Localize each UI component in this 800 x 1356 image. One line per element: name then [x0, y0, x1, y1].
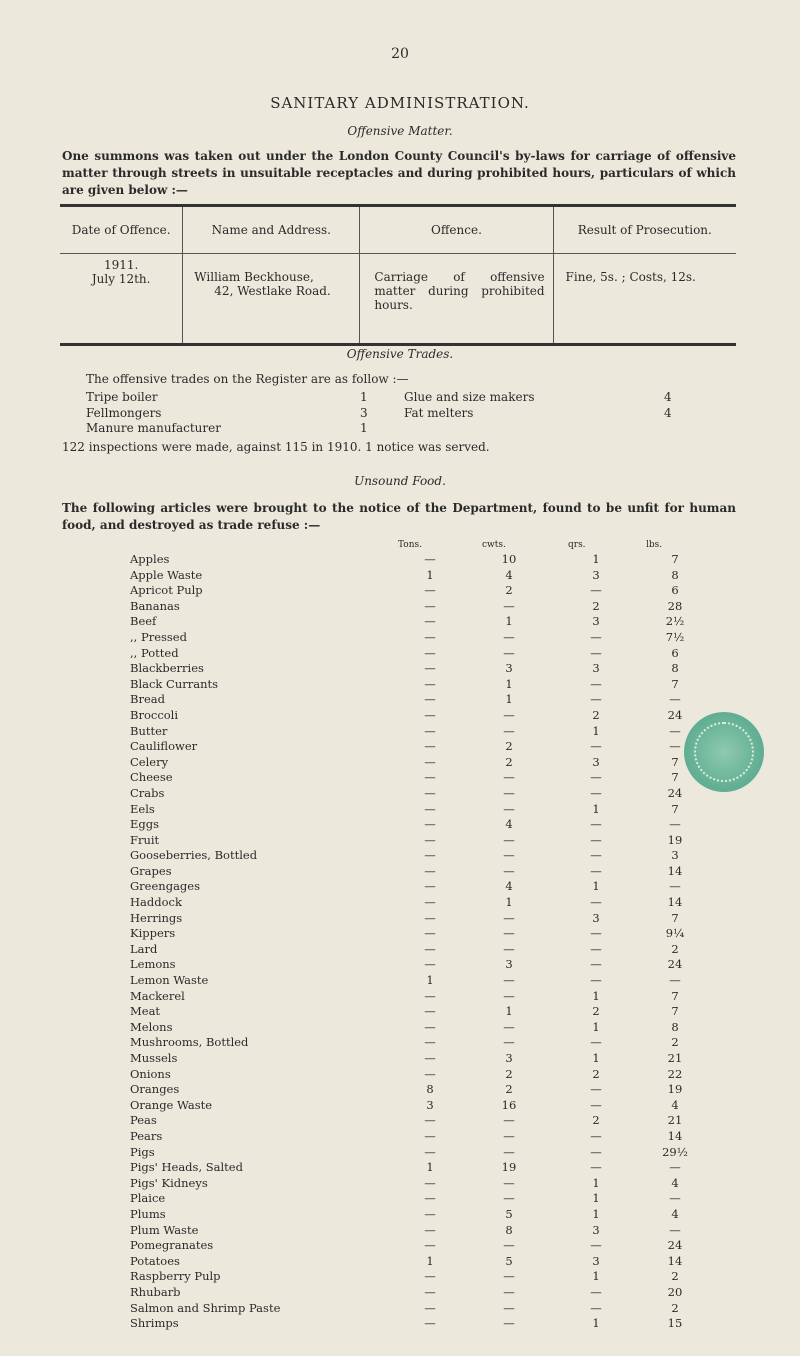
food-name: Mussels [130, 1051, 178, 1065]
food-tons: — [424, 910, 436, 925]
food-tons: — [424, 1051, 436, 1065]
food-tons: — [424, 1269, 436, 1284]
food-cwts: — [503, 1238, 515, 1253]
food-cwts: 1 [505, 1004, 513, 1019]
food-lbs: 7 [671, 552, 679, 566]
food-qrs: — [590, 832, 602, 847]
food-tons: — [424, 848, 436, 863]
food-name: Cauliflower [130, 739, 198, 754]
food-name: Lemons [130, 957, 176, 972]
food-cwts: 3 [505, 1051, 513, 1065]
food-qrs: — [590, 957, 602, 972]
food-cwts: — [503, 1144, 515, 1159]
food-lbs: — [669, 879, 681, 894]
food-name: Pigs' Heads, Salted [130, 1160, 243, 1175]
food-qrs: 1 [592, 1019, 600, 1034]
trade-count: 3 [360, 405, 368, 420]
food-lbs: 24 [667, 1238, 683, 1253]
food-qrs: — [590, 926, 602, 941]
food-lbs: — [669, 973, 681, 988]
food-cwts: — [503, 598, 515, 613]
food-cwts: — [503, 1035, 515, 1050]
food-name: Eels [130, 801, 155, 816]
food-lbs: 19 [667, 1082, 683, 1097]
page-title: SANITARY ADMINISTRATION. [270, 94, 530, 112]
food-qrs: 3 [592, 661, 600, 676]
food-name: Onions [130, 1066, 171, 1081]
food-qrs: 3 [592, 754, 600, 769]
food-lbs: 6 [671, 645, 679, 660]
trade-name: Manure manufacturer [86, 421, 221, 436]
food-lbs: 2 [671, 1300, 679, 1315]
food-cwts: 3 [505, 957, 513, 972]
food-lbs: 8 [671, 661, 679, 676]
food-lbs: 4 [671, 1175, 679, 1190]
food-name: Potatoes [130, 1253, 180, 1268]
food-lbs: 29½ [662, 1144, 688, 1159]
food-cwts: 1 [505, 614, 513, 629]
food-tons: — [424, 583, 436, 598]
offence-date: July 12th. [91, 272, 151, 286]
food-name: Eggs [130, 817, 160, 832]
food-lbs: 15 [667, 1316, 683, 1331]
food-name: Pigs [130, 1144, 155, 1159]
food-qrs: — [590, 863, 602, 878]
food-name: Mackerel [130, 988, 185, 1003]
food-qrs: — [590, 692, 602, 707]
food-cwts: 2 [505, 583, 513, 598]
food-qrs: — [590, 817, 602, 832]
food-lbs: 2 [671, 1035, 679, 1050]
food-qrs: — [590, 1300, 602, 1315]
food-cwts: 1 [505, 692, 513, 707]
food-lbs: 7 [671, 910, 679, 925]
food-tons: — [424, 552, 436, 566]
food-cwts: 2 [505, 1082, 513, 1097]
food-name: Gooseberries, Bottled [130, 848, 258, 863]
food-tons: — [424, 1004, 436, 1019]
food-tons: — [424, 676, 436, 691]
food-cwts: — [503, 832, 515, 847]
food-tons: — [424, 629, 436, 644]
food-qrs: — [590, 676, 602, 691]
food-lbs: 8 [671, 567, 679, 582]
food-tons: — [424, 832, 436, 847]
food-lbs: 4 [671, 1097, 679, 1112]
col-offence-header: Offence. [360, 206, 553, 254]
food-tons: — [424, 754, 436, 769]
food-lbs: 19 [667, 832, 683, 847]
food-tons: — [424, 1284, 436, 1299]
library-stamp [684, 712, 764, 792]
col-name-header: Name and Address. [183, 206, 360, 254]
food-qrs: — [590, 739, 602, 754]
food-qrs: 1 [592, 1206, 600, 1221]
food-qrs: — [590, 848, 602, 863]
food-cwts: — [503, 1316, 515, 1331]
food-name: Bread [130, 692, 165, 707]
food-tons: — [424, 739, 436, 754]
food-lbs: 8 [671, 1019, 679, 1034]
food-qrs: 1 [592, 1191, 600, 1206]
food-lbs: 7½ [665, 629, 685, 644]
food-tons: — [424, 817, 436, 832]
food-name: Apricot Pulp [130, 583, 203, 598]
food-tons: — [424, 598, 436, 613]
col-date-header: Date of Offence. [60, 206, 183, 254]
col-qrs-header: qrs. [568, 540, 586, 550]
food-name: Plaice [130, 1191, 166, 1206]
food-qrs: — [590, 1160, 602, 1175]
food-qrs: — [590, 770, 602, 785]
food-qrs: 2 [592, 707, 600, 722]
food-lbs: 14 [667, 863, 683, 878]
food-qrs: 2 [592, 1066, 600, 1081]
food-qrs: — [590, 1128, 602, 1143]
food-cwts: 16 [501, 1097, 517, 1112]
food-name: Rhubarb [130, 1284, 181, 1299]
food-tons: — [424, 801, 436, 816]
offence-table [60, 204, 736, 346]
food-qrs: — [590, 1035, 602, 1050]
food-cwts: — [503, 941, 515, 956]
food-qrs: 1 [592, 801, 600, 816]
food-lbs: 7 [671, 988, 679, 1003]
food-tons: — [424, 723, 436, 738]
food-cwts: — [503, 629, 515, 644]
food-name: Fruit [130, 832, 160, 847]
food-name: ,, Potted [130, 645, 179, 660]
food-name: Apples [130, 552, 170, 566]
food-lbs: — [669, 723, 681, 738]
food-qrs: — [590, 973, 602, 988]
offence-row [60, 254, 736, 345]
food-name: Butter [130, 723, 168, 738]
food-name: Herrings [130, 910, 183, 925]
food-name: Peas [130, 1113, 157, 1128]
food-tons: — [424, 1222, 436, 1237]
food-lbs: 24 [667, 957, 683, 972]
col-tons-header: Tons. [398, 540, 422, 550]
food-name: Lemon Waste [130, 973, 209, 988]
food-tons: 1 [426, 1253, 434, 1268]
food-tons: — [424, 926, 436, 941]
food-tons: — [424, 1175, 436, 1190]
col-cwts-header: cwts. [482, 540, 506, 550]
food-lbs: — [669, 1191, 681, 1206]
inspections-note: 122 inspections were made, against 115 in 1910. 1 notice was served. [62, 440, 490, 454]
food-lbs: 24 [667, 707, 683, 722]
food-lbs: — [669, 817, 681, 832]
food-qrs: 2 [592, 1004, 600, 1019]
offensive-trades-intro: The offensive trades on the Register are as follow :— [86, 372, 409, 386]
food-lbs: 7 [671, 754, 679, 769]
food-tons: — [424, 1316, 436, 1331]
food-name: Beef [130, 614, 157, 629]
food-cwts: — [503, 910, 515, 925]
food-qrs: 3 [592, 1253, 600, 1268]
food-lbs: 14 [667, 895, 683, 910]
food-name: Shrimps [130, 1316, 179, 1331]
food-lbs: 28 [667, 598, 683, 613]
food-qrs: — [590, 1144, 602, 1159]
food-qrs: — [590, 629, 602, 644]
food-tons: — [424, 614, 436, 629]
food-lbs: 14 [667, 1128, 683, 1143]
offence-description: Carriage of offensive matter during prohibited hours. [360, 254, 553, 345]
food-name: Celery [130, 754, 169, 769]
food-tons: 1 [426, 973, 434, 988]
offensive-trades-heading: Offensive Trades. [346, 347, 454, 361]
trade-count: 1 [360, 421, 368, 436]
food-cwts: — [503, 1175, 515, 1190]
food-qrs: 2 [592, 598, 600, 613]
food-tons: — [424, 988, 436, 1003]
trade-count: 4 [664, 405, 672, 420]
offender-address: 42, Westlake Road. [214, 284, 331, 298]
food-lbs: — [669, 692, 681, 707]
food-name: Pomegranates [130, 1238, 214, 1253]
trade-name: Fat melters [404, 405, 474, 420]
trade-count: 4 [664, 390, 672, 404]
food-qrs: 1 [592, 988, 600, 1003]
food-qrs: — [590, 895, 602, 910]
food-lbs: 7 [671, 1004, 679, 1019]
offender-name: William Beckhouse, [194, 270, 314, 284]
offence-result: Fine, 5s. ; Costs, 12s. [553, 254, 736, 345]
food-tons: — [424, 661, 436, 676]
food-qrs: — [590, 1238, 602, 1253]
food-tons: — [424, 895, 436, 910]
page-number: 20 [391, 46, 409, 62]
food-qrs: 1 [592, 723, 600, 738]
food-qrs: — [590, 583, 602, 598]
food-tons: — [424, 1144, 436, 1159]
food-lbs: 20 [667, 1284, 683, 1299]
food-qrs: 1 [592, 1175, 600, 1190]
food-name: Greengages [130, 879, 200, 894]
food-name: Melons [130, 1019, 173, 1034]
food-cwts: — [503, 723, 515, 738]
food-name: Cheese [130, 770, 173, 785]
food-cwts: — [503, 973, 515, 988]
food-cwts: — [503, 1284, 515, 1299]
food-cwts: — [503, 863, 515, 878]
food-tons: — [424, 1066, 436, 1081]
food-tons: — [424, 1191, 436, 1206]
food-tons: 1 [426, 567, 434, 582]
food-name: Lard [130, 941, 158, 956]
food-cwts: — [503, 1191, 515, 1206]
food-name: Kippers [130, 926, 176, 941]
food-cwts: 8 [505, 1222, 513, 1237]
food-cwts: — [503, 707, 515, 722]
food-tons: — [424, 692, 436, 707]
food-tons: — [424, 1128, 436, 1143]
food-tons: — [424, 1300, 436, 1315]
food-cwts: — [503, 1269, 515, 1284]
food-lbs: 22 [667, 1066, 683, 1081]
food-cwts: 2 [505, 1066, 513, 1081]
food-name: Meat [130, 1004, 161, 1019]
food-lbs: 14 [667, 1253, 683, 1268]
food-qrs: 1 [592, 552, 600, 566]
food-name: Pears [130, 1128, 163, 1143]
trade-name: Tripe boiler [86, 390, 158, 404]
food-lbs: 7 [671, 676, 679, 691]
food-tons: — [424, 1035, 436, 1050]
food-name: Orange Waste [130, 1097, 213, 1112]
food-cwts: 3 [505, 661, 513, 676]
offence-table-header [60, 206, 736, 254]
food-name: Grapes [130, 863, 172, 878]
food-name: Mushrooms, Bottled [130, 1035, 249, 1050]
food-lbs: 6 [671, 583, 679, 598]
food-cwts: 4 [505, 817, 513, 832]
food-lbs: 9¼ [665, 926, 685, 941]
food-qrs: — [590, 941, 602, 956]
col-result-header: Result of Prosecution. [553, 206, 736, 254]
food-cwts: — [503, 988, 515, 1003]
food-qrs: 1 [592, 1269, 600, 1284]
food-name: Apple Waste [130, 567, 203, 582]
food-cwts: — [503, 1300, 515, 1315]
food-cwts: — [503, 848, 515, 863]
food-tons: — [424, 957, 436, 972]
food-cwts: 19 [501, 1160, 517, 1175]
food-name: Black Currants [130, 676, 219, 691]
food-tons: — [424, 863, 436, 878]
food-cwts: 5 [505, 1253, 513, 1268]
food-cwts: 4 [505, 567, 513, 582]
trade-name: Glue and size makers [404, 390, 535, 404]
food-qrs: 3 [592, 614, 600, 629]
trade-name: Fellmongers [86, 405, 162, 420]
food-name: Oranges [130, 1082, 180, 1097]
food-cwts: — [503, 645, 515, 660]
food-tons: — [424, 645, 436, 660]
food-tons: — [424, 1113, 436, 1128]
food-tons: 1 [426, 1160, 434, 1175]
food-lbs: 21 [667, 1113, 683, 1128]
food-tons: — [424, 707, 436, 722]
food-qrs: — [590, 1284, 602, 1299]
food-lbs: 4 [671, 1206, 679, 1221]
food-cwts: — [503, 926, 515, 941]
food-qrs: 3 [592, 910, 600, 925]
food-lbs: 24 [667, 785, 683, 800]
food-qrs: 1 [592, 1316, 600, 1331]
food-lbs: 7 [671, 801, 679, 816]
food-tons: — [424, 1238, 436, 1253]
food-name: Blackberries [130, 661, 204, 676]
food-lbs: — [669, 1160, 681, 1175]
food-cwts: 5 [505, 1206, 513, 1221]
food-name: Raspberry Pulp [130, 1269, 221, 1284]
unsound-food-heading: Unsound Food. [354, 474, 446, 488]
food-cwts: 4 [505, 879, 513, 894]
food-cwts: 10 [501, 552, 517, 566]
food-tons: — [424, 941, 436, 956]
food-lbs: 21 [667, 1051, 683, 1065]
food-lbs: 2 [671, 1269, 679, 1284]
unsound-food-intro: The following articles were brought to the notice of the Department, found to be unfit for human food, and destroyed as trade refuse :— [62, 501, 736, 532]
col-lbs-header: lbs. [646, 540, 663, 550]
food-qrs: — [590, 1097, 602, 1112]
food-cwts: 1 [505, 676, 513, 691]
food-cwts: — [503, 785, 515, 800]
food-name: Bananas [130, 598, 180, 613]
food-lbs: 7 [671, 770, 679, 785]
food-lbs: 2½ [665, 614, 685, 629]
food-cwts: 1 [505, 895, 513, 910]
food-tons: — [424, 1206, 436, 1221]
food-name: Pigs' Kidneys [130, 1175, 208, 1190]
food-cwts: — [503, 770, 515, 785]
food-lbs: 3 [671, 848, 679, 863]
food-qrs: — [590, 1082, 602, 1097]
food-cwts: — [503, 1128, 515, 1143]
food-lbs: — [669, 739, 681, 754]
food-name: Salmon and Shrimp Paste [130, 1300, 281, 1315]
offensive-matter-heading: Offensive Matter. [347, 124, 453, 138]
food-cwts: 2 [505, 754, 513, 769]
food-name: Haddock [130, 895, 182, 910]
food-name: Plum Waste [130, 1222, 199, 1237]
food-qrs: 1 [592, 879, 600, 894]
food-cwts: 2 [505, 739, 513, 754]
food-tons: — [424, 1019, 436, 1034]
food-qrs: 3 [592, 1222, 600, 1237]
food-qrs: 3 [592, 567, 600, 582]
food-tons: 3 [426, 1097, 434, 1112]
food-tons: — [424, 785, 436, 800]
food-cwts: — [503, 1019, 515, 1034]
offensive-matter-intro: One summons was taken out under the London County Council's by-laws for carriage of offensive matter through streets in unsuitable receptacles and during prohibited hours, particulars of which are given below :— [62, 149, 736, 197]
food-name: Plums [130, 1206, 166, 1221]
offence-year: 1911. [103, 258, 139, 272]
offence-name-cell [183, 254, 360, 345]
food-cwts: — [503, 801, 515, 816]
food-name: Crabs [130, 785, 165, 800]
offence-date-cell [60, 254, 183, 345]
food-tons: — [424, 770, 436, 785]
food-name: ,, Pressed [130, 629, 187, 644]
food-name: Broccoli [130, 707, 179, 722]
food-lbs: 2 [671, 941, 679, 956]
food-qrs: — [590, 785, 602, 800]
food-cwts: — [503, 1113, 515, 1128]
food-qrs: — [590, 645, 602, 660]
food-qrs: 1 [592, 1051, 600, 1065]
food-qrs: 2 [592, 1113, 600, 1128]
food-tons: 8 [426, 1082, 434, 1097]
food-lbs: — [669, 1222, 681, 1237]
food-tons: — [424, 879, 436, 894]
trade-count: 1 [360, 390, 368, 404]
